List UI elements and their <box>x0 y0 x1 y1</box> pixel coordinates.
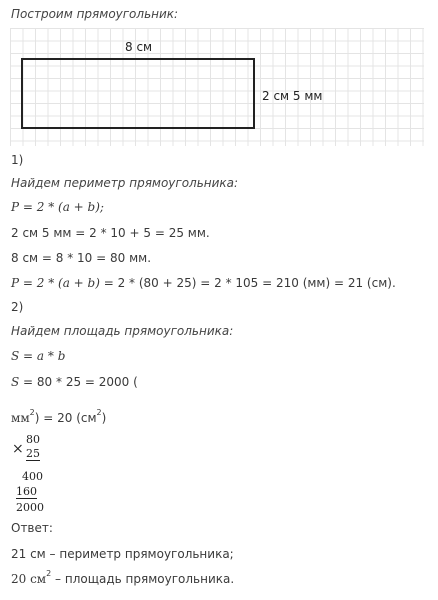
part2-line1-formula: S <box>11 375 20 389</box>
answer-line2-text: – площадь прямоугольника. <box>51 572 235 586</box>
part1-number: 1) <box>11 153 24 167</box>
answer-label: Ответ: <box>11 521 53 535</box>
part2-line2-mid: ) = 20 (см <box>34 411 97 425</box>
part1-line3 <box>11 275 396 291</box>
column-partial2: 160 <box>16 485 37 498</box>
heading: Построим прямоугольник: <box>11 7 179 21</box>
rectangle-top-label: 8 см <box>125 40 153 54</box>
part2-line1 <box>11 374 138 390</box>
part1-line2: 8 см = 8 * 10 = 80 мм. <box>11 251 152 265</box>
answer-line1: 21 см – периметр прямоугольника; <box>11 547 234 561</box>
multiply-sign: × <box>12 441 24 457</box>
answer-line2-exp: 2 <box>46 569 52 578</box>
column-top: 80 <box>26 433 40 446</box>
answer-line2 <box>11 571 234 587</box>
area-formula: S = a * b <box>11 349 66 363</box>
part2-line2 <box>11 410 106 426</box>
part2-line2-exp: 2 <box>29 408 35 417</box>
part2-line2-end: ) <box>101 411 107 425</box>
part1-line3-formula: P = 2 * (a + b) <box>11 276 100 290</box>
part2-line2-exp2: 2 <box>96 408 102 417</box>
column-result: 2000 <box>16 501 44 514</box>
perimeter-formula: P = 2 * (a + b); <box>11 200 104 214</box>
column-partial1: 400 <box>22 470 43 483</box>
part1-line1: 2 см 5 мм = 2 * 10 + 5 = 25 мм. <box>11 226 210 240</box>
part2-title: Найдем площадь прямоугольника: <box>11 324 234 338</box>
rectangle-figure <box>21 58 255 129</box>
part2-number: 2) <box>11 300 24 314</box>
answer-line2-value: 20 см <box>11 572 47 586</box>
part1-line3-rest: = 2 * (80 + 25) = 2 * 105 = 210 (мм) = 21 (см). <box>99 276 396 290</box>
part2-line1-rest: = 80 * 25 = 2000 ( <box>19 375 138 389</box>
part1-title: Найдем периметр прямоугольника: <box>11 176 239 190</box>
rectangle-side-label: 2 см 5 мм <box>262 89 323 103</box>
column-bottom: 25 <box>26 447 40 460</box>
part2-line2-unit: мм <box>11 411 30 425</box>
